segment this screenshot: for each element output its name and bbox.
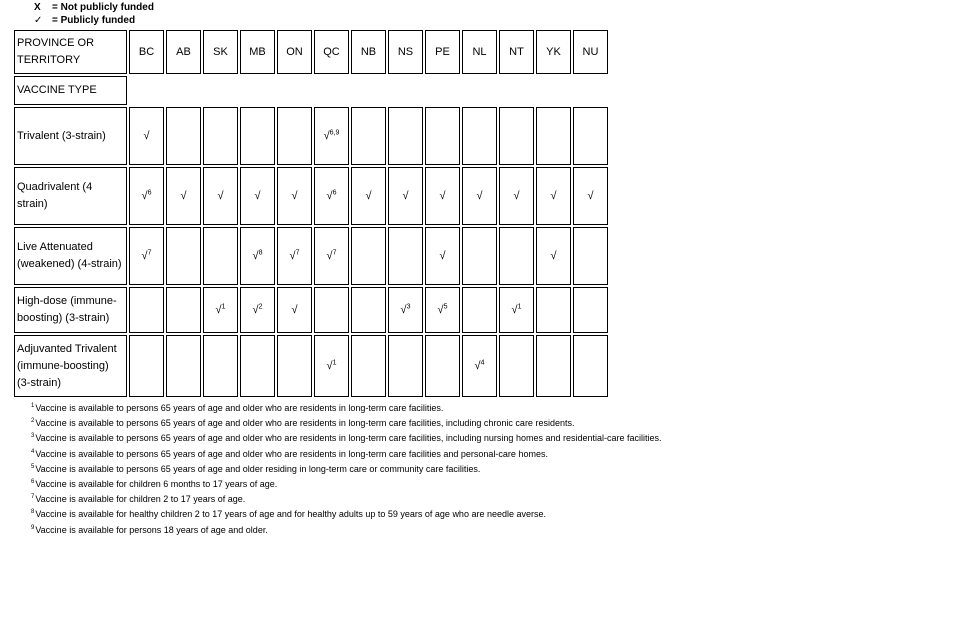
funding-cell [536,227,571,285]
checkmark-icon: √ [289,250,296,262]
legend-item-funded [34,14,154,27]
province-header-mb: MB [240,30,275,74]
footnote-number: 2 [31,418,35,425]
footnote-number: 4 [31,448,35,455]
funding-cell [573,107,608,165]
checkmark-icon: √ [437,304,444,316]
footnote [31,432,662,447]
table-row [14,287,608,333]
funding-cell [166,335,201,397]
funding-cell [499,107,534,165]
province-header-pe: PE [425,30,460,74]
checkmark-icon: √ [291,304,298,316]
funding-cell [351,227,386,285]
checkmark-icon: √ [550,190,557,202]
funding-cell [314,335,349,397]
footnote-number: 1 [31,403,35,409]
footnote-ref: 8 [258,249,263,257]
province-header-on: ON [277,30,312,74]
funding-cell [425,227,460,285]
checkmark-icon: √ [439,250,446,262]
funding-cell [129,227,164,285]
table-body [14,30,608,397]
footnote-ref: 1 [332,359,337,367]
funding-cell [462,287,497,333]
funding-cell [388,335,423,397]
funding-cell [314,167,349,225]
funding-cell [129,287,164,333]
province-header-qc: QC [314,30,349,74]
checkmark-icon: √ [513,190,520,202]
footnote [31,402,662,417]
checkmark-icon: √ [402,190,409,202]
funding-cell [314,107,349,165]
checkmark-icon: √ [326,360,333,372]
funding-cell [573,287,608,333]
funding-cell [388,287,423,333]
province-header-label: PROVINCE OR TERRITORY [14,30,127,74]
footnote [31,493,662,508]
funding-cell [388,227,423,285]
footnote-ref: 2 [258,303,263,311]
footnote-text: Vaccine is available for healthy children 2 to 17 years of age and for healthy adults up to 59 years of age who are needle averse. [35,509,546,520]
legend [34,1,154,27]
funding-cell [240,227,275,285]
footnote [31,508,662,523]
footnote-text: Vaccine is available to persons 65 years of age and older who are residents in long-term care facilities. [35,403,444,413]
funding-cell [203,167,238,225]
funding-cell [166,167,201,225]
footnote-number: 6 [31,479,35,486]
checkmark-icon: √ [439,190,446,202]
footnote-ref: 7 [147,249,152,257]
footnote-ref: 1 [221,303,226,311]
funding-cell [573,335,608,397]
footnote-number: 7 [31,494,35,501]
funding-cell [425,167,460,225]
checkmark-icon: √ [474,360,481,372]
footnote [31,448,662,463]
footnote [31,524,662,539]
funding-cell [425,287,460,333]
footnote-ref: 6,9 [329,129,340,137]
funding-cell [462,167,497,225]
footnote-ref: 3 [406,303,411,311]
funding-cell [314,287,349,333]
funding-cell [536,335,571,397]
checkmark-icon: √ [217,190,224,202]
funding-cell [462,335,497,397]
vaccine-type-name: Trivalent (3-strain) [14,107,127,165]
funding-cell [277,167,312,225]
funding-cell [499,227,534,285]
x-mark-icon: X [34,2,41,13]
province-header-nu: NU [573,30,608,74]
province-header-ab: AB [166,30,201,74]
funding-cell [277,107,312,165]
funding-cell [499,287,534,333]
funding-cell [203,335,238,397]
checkmark-icon: √ [365,190,372,202]
funding-cell [129,167,164,225]
funding-cell [203,287,238,333]
footnote-text: Vaccine is available to persons 65 years of age and older who are residents in long-term care facilities, including chronic care residents. [35,418,575,429]
table-row [14,335,608,397]
checkmark-icon: √ [291,190,298,202]
checkmark-icon: √ [143,130,150,142]
checkmark-icon: √ [252,250,259,262]
funding-cell [462,227,497,285]
funding-cell [166,287,201,333]
checkmark-icon: √ [326,250,333,262]
funding-cell [166,227,201,285]
funding-cell [499,335,534,397]
funding-cell [351,287,386,333]
vaccine-type-name: Live Attenuated (weakened) (4-strain) [14,227,127,285]
funding-cell [240,107,275,165]
province-header-sk: SK [203,30,238,74]
footnote-text: Vaccine is available to persons 65 years of age and older who are residents in long-term care facilities and personal-care homes. [35,448,548,459]
checkmark-icon: √ [180,190,187,202]
footnote-text: Vaccine is available for children 6 months to 17 years of age. [35,479,278,490]
funding-cell [573,167,608,225]
checkmark-icon: √ [400,304,407,316]
footnote [31,463,662,478]
checkmark-icon: √ [476,190,483,202]
vaccine-type-name: High-dose (immune-boosting) (3-strain) [14,287,127,333]
funding-cell [388,107,423,165]
province-header-nl: NL [462,30,497,74]
footnotes [31,402,662,539]
footnote [31,417,662,432]
footnote [31,478,662,493]
funding-cell [388,167,423,225]
footnote-text: Vaccine is available to persons 65 years of age and older who are residents in long-term care facilities, including nursing homes and residential-care facilities. [35,433,662,444]
footnote-number: 3 [31,433,35,440]
funding-cell [536,167,571,225]
footnote-ref: 7 [295,249,300,257]
checkmark-icon: √ [141,250,148,262]
checkmark-icon: √ [326,190,333,202]
funding-cell [462,107,497,165]
funding-cell [240,167,275,225]
province-header-nt: NT [499,30,534,74]
funding-cell [277,287,312,333]
footnote-number: 5 [31,463,35,470]
funding-cell [203,107,238,165]
funding-cell [499,167,534,225]
funding-cell [129,107,164,165]
funding-cell [240,335,275,397]
funding-cell [536,107,571,165]
vaccine-type-name: Adjuvanted Trivalent (immune-boosting) (3-strain) [14,335,127,397]
footnote-ref: 5 [443,303,448,311]
checkmark-icon: √ [587,190,594,202]
province-header-ns: NS [388,30,423,74]
funding-cell [129,335,164,397]
funding-cell [166,107,201,165]
legend-text: = Publicly funded [52,15,136,26]
footnote-text: Vaccine is available for children 2 to 17 years of age. [35,494,246,505]
funding-cell [277,227,312,285]
funding-cell [425,335,460,397]
funding-cell [277,335,312,397]
funding-cell [425,107,460,165]
table-row [14,167,608,225]
legend-item-not-funded [34,1,154,14]
footnote-number: 9 [31,524,35,531]
footnote-ref: 4 [480,359,485,367]
footnote-ref: 6 [147,189,152,197]
vaccine-type-spacer [129,76,608,105]
checkmark-icon: √ [141,190,148,202]
footnote-ref: 7 [332,249,337,257]
header-row [14,30,608,74]
funding-cell [240,287,275,333]
legend-text: = Not publicly funded [52,2,154,13]
vaccine-type-row [14,76,608,105]
vaccine-funding-table [12,28,610,399]
vaccine-type-label: VACCINE TYPE [14,76,127,105]
footnote-text: Vaccine is available for persons 18 years of age and older. [35,524,268,535]
funding-cell [536,287,571,333]
footnote-ref: 6 [332,189,337,197]
province-header-yk: YK [536,30,571,74]
funding-cell [203,227,238,285]
table-row [14,107,608,165]
funding-cell [351,335,386,397]
checkmark-icon: √ [215,304,222,316]
funding-cell [351,167,386,225]
funding-cell [573,227,608,285]
checkmark-icon: √ [252,304,259,316]
province-header-nb: NB [351,30,386,74]
checkmark-icon: √ [550,250,557,262]
province-header-bc: BC [129,30,164,74]
vaccine-type-name: Quadrivalent (4 strain) [14,167,127,225]
checkmark-icon: √ [254,190,261,202]
checkmark-icon: ✓ [34,15,43,26]
funding-cell [351,107,386,165]
footnote-text: Vaccine is available to persons 65 years of age and older residing in long-term care or community care facilities. [35,463,481,474]
table-row [14,227,608,285]
funding-cell [314,227,349,285]
checkmark-icon: √ [323,130,330,142]
footnote-ref: 1 [517,303,522,311]
footnote-number: 8 [31,509,35,516]
checkmark-icon: √ [511,304,518,316]
